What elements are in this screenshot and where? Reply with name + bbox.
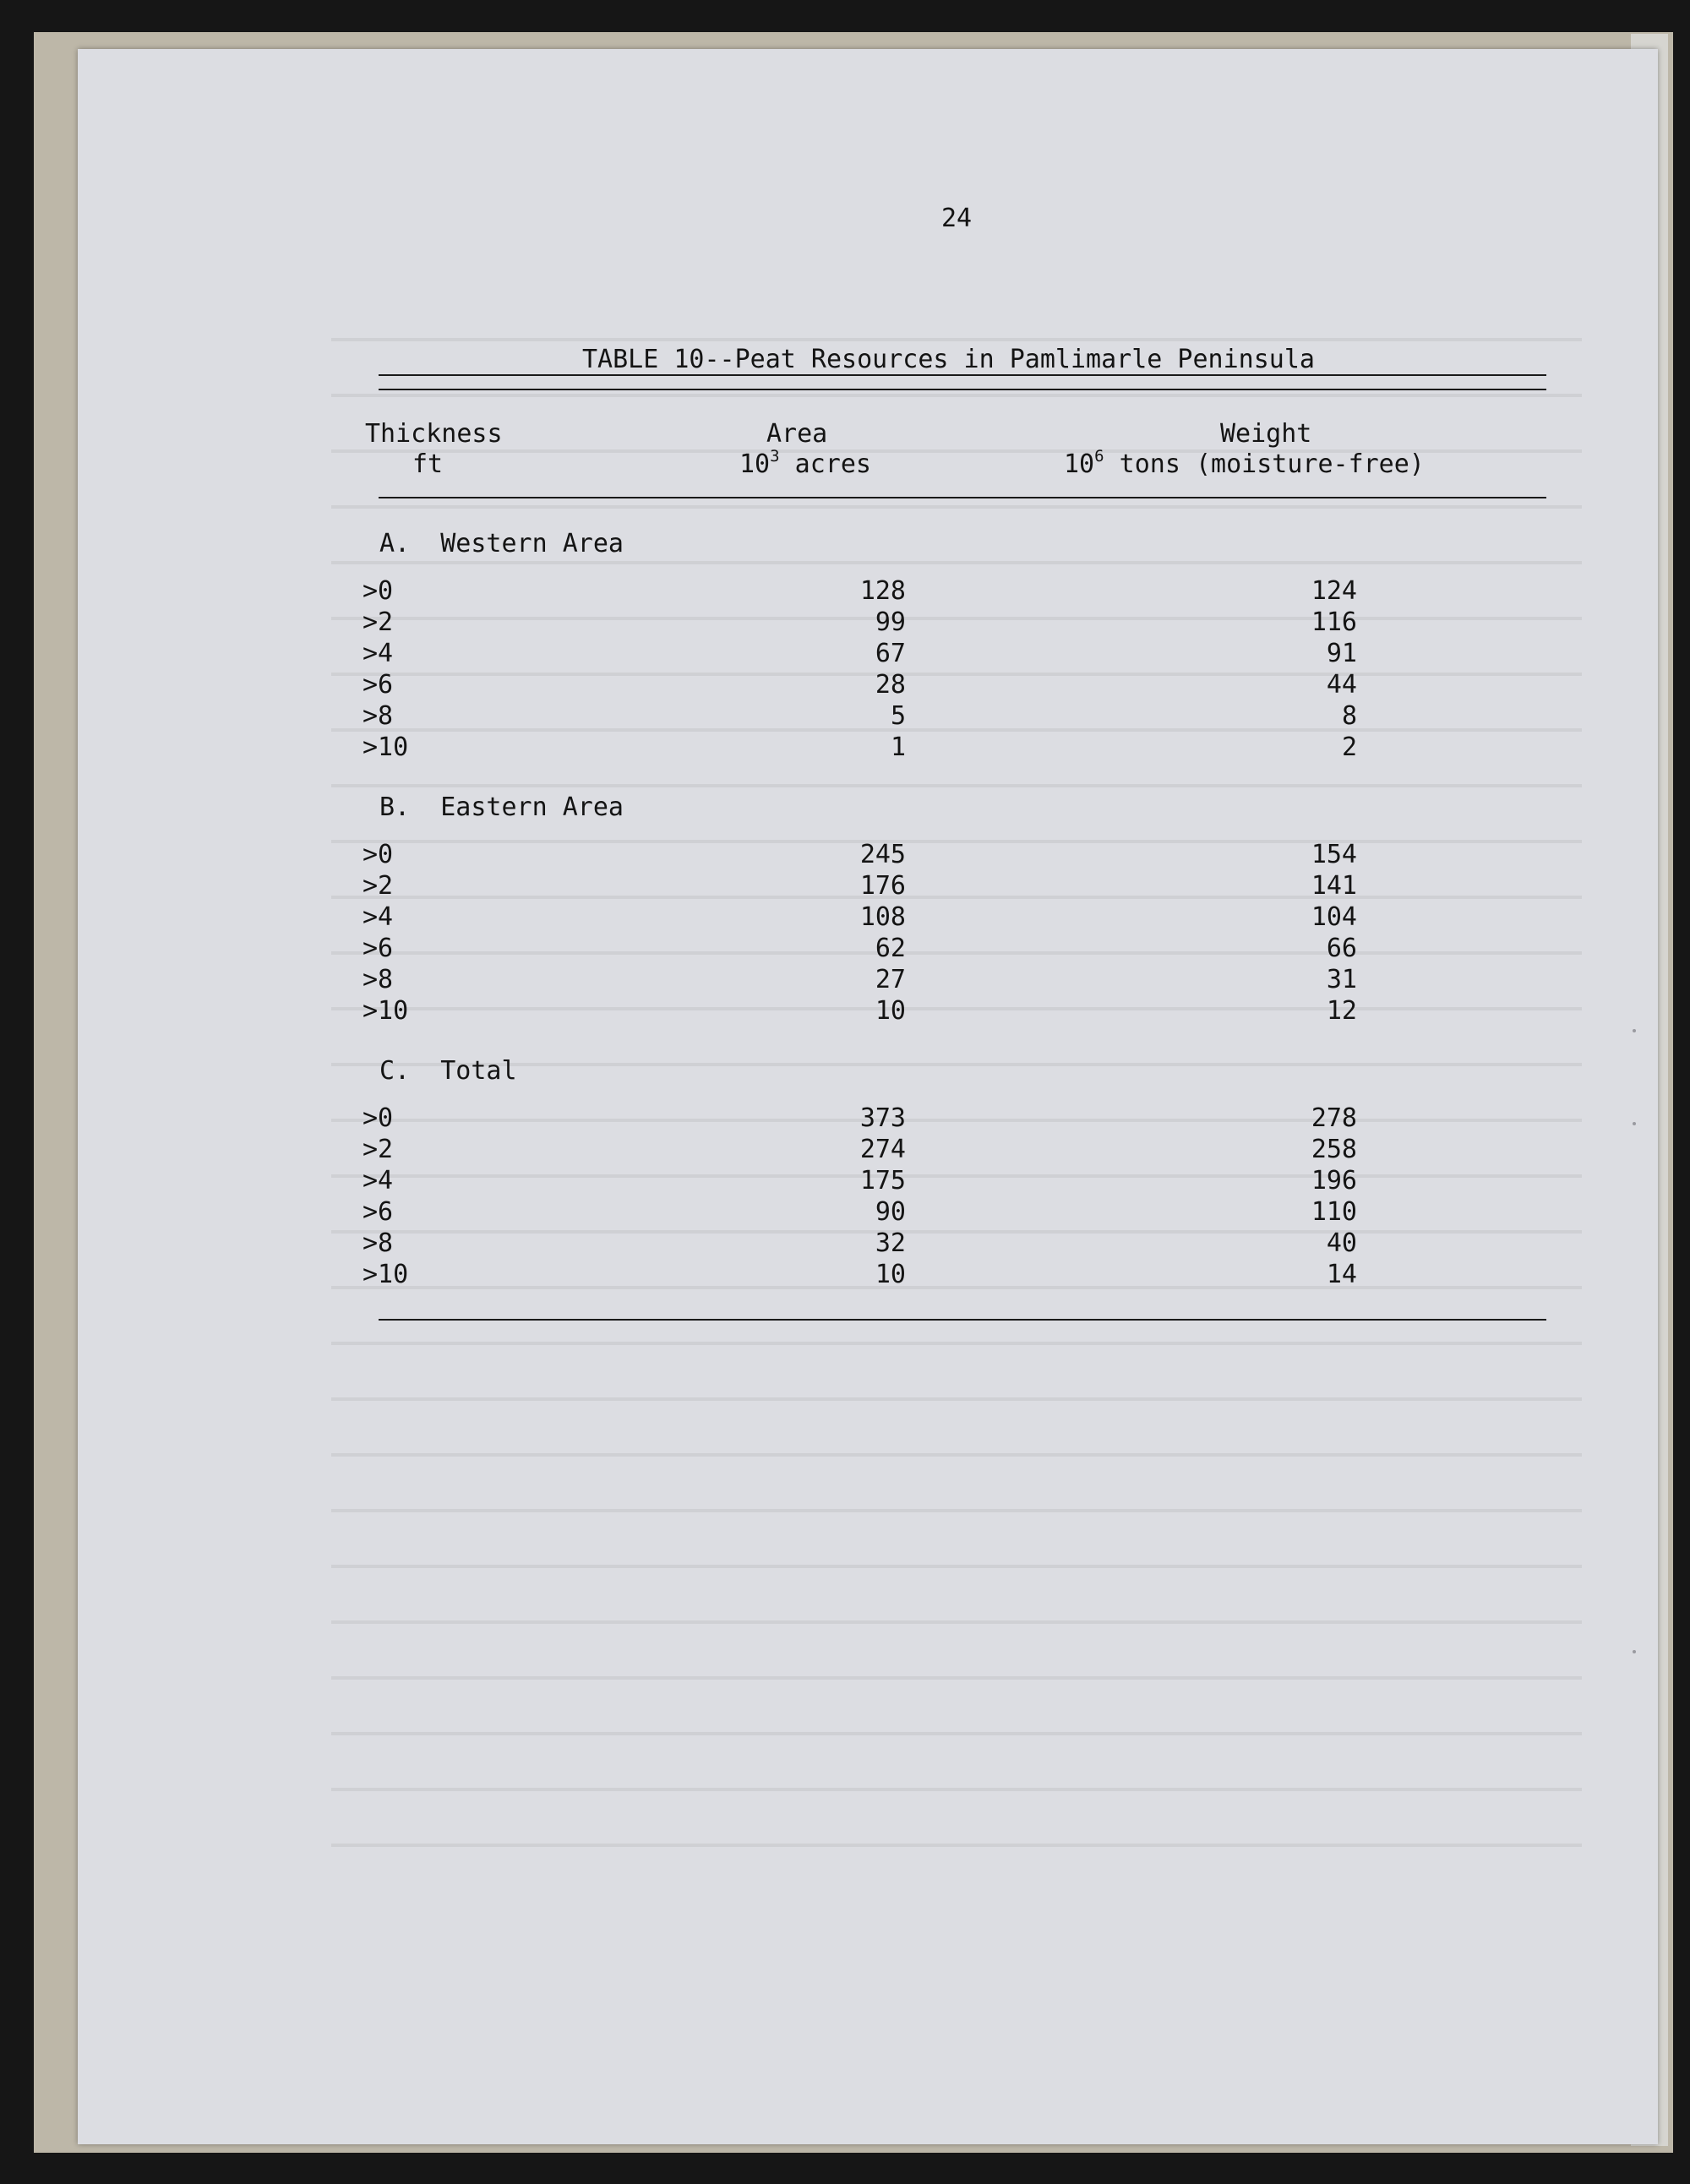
table-row [78, 607, 1658, 640]
section-b-label: B. Eastern Area [379, 792, 624, 822]
table-row [78, 1166, 1658, 1198]
header-thickness-unit: ft [412, 449, 444, 479]
thickness-cell: >2 [363, 1135, 394, 1164]
thickness-cell: >4 [363, 902, 394, 932]
table-row [78, 840, 1658, 872]
table-row [78, 1228, 1658, 1261]
weight-cell: 154 [1311, 840, 1357, 869]
section-c-label: C. Total [379, 1056, 517, 1086]
area-cell: 67 [875, 639, 906, 668]
weight-cell: 8 [1341, 701, 1357, 731]
weight-cell: 278 [1311, 1103, 1357, 1133]
weight-cell: 44 [1326, 670, 1357, 700]
table-row [78, 871, 1658, 903]
weight-cell: 66 [1326, 934, 1357, 963]
table-row [78, 996, 1658, 1028]
area-cell: 28 [875, 670, 906, 700]
section-a-label: A. Western Area [379, 529, 624, 558]
table-row [78, 1260, 1658, 1292]
thickness-cell: >8 [363, 965, 394, 994]
table-row [78, 965, 1658, 997]
header-weight-unit [1064, 449, 1425, 479]
area-cell: 90 [875, 1197, 906, 1227]
thickness-cell: >0 [363, 1103, 394, 1133]
weight-cell: 40 [1326, 1228, 1357, 1258]
area-cell: 175 [859, 1166, 906, 1195]
binder-hole-mark [1633, 1029, 1636, 1032]
weight-cell: 91 [1326, 639, 1357, 668]
weight-cell: 12 [1326, 996, 1357, 1026]
thickness-cell: >4 [363, 1166, 394, 1195]
area-cell: 99 [875, 607, 906, 637]
weight-cell: 2 [1341, 733, 1357, 762]
table-row [78, 1135, 1658, 1167]
area-cell: 10 [875, 996, 906, 1026]
bottom-rule [379, 1319, 1546, 1321]
area-cell: 245 [859, 840, 906, 869]
weight-unit: tons (moisture-free) [1104, 449, 1425, 479]
area-unit: acres [779, 449, 871, 479]
area-cell: 176 [859, 871, 906, 901]
table-row [78, 733, 1658, 765]
weight-cell: 196 [1311, 1166, 1357, 1195]
area-base: 10 [739, 449, 771, 479]
weight-cell: 124 [1311, 576, 1357, 606]
thickness-cell: >0 [363, 576, 394, 606]
area-cell: 62 [875, 934, 906, 963]
table-row [78, 934, 1658, 966]
page-number: 24 [941, 204, 973, 233]
top-rule-1 [379, 374, 1546, 376]
area-cell: 32 [875, 1228, 906, 1258]
table-row [78, 902, 1658, 934]
weight-cell: 31 [1326, 965, 1357, 994]
area-cell: 27 [875, 965, 906, 994]
weight-cell: 258 [1311, 1135, 1357, 1164]
area-cell: 274 [859, 1135, 906, 1164]
area-cell: 5 [890, 701, 906, 731]
thickness-cell: >10 [363, 996, 409, 1026]
weight-cell: 14 [1326, 1260, 1357, 1289]
weight-cell: 141 [1311, 871, 1357, 901]
bleed-through-text [331, 286, 1582, 1891]
table-row [78, 670, 1658, 702]
table-row [78, 701, 1658, 733]
header-area-unit [739, 449, 871, 479]
thickness-cell: >6 [363, 934, 394, 963]
thickness-cell: >0 [363, 840, 394, 869]
top-rule-2 [379, 389, 1546, 390]
area-cell: 128 [859, 576, 906, 606]
thickness-cell: >6 [363, 670, 394, 700]
header-weight: Weight [1220, 419, 1312, 449]
weight-exponent: 6 [1094, 447, 1104, 466]
header-rule [379, 497, 1546, 498]
thickness-cell: >10 [363, 1260, 409, 1289]
header-thickness: Thickness [365, 419, 503, 449]
binder-hole-mark [1633, 1122, 1636, 1125]
weight-base: 10 [1064, 449, 1095, 479]
weight-cell: 110 [1311, 1197, 1357, 1227]
header-area: Area [766, 419, 828, 449]
table-row [78, 639, 1658, 671]
thickness-cell: >10 [363, 733, 409, 762]
document-page [78, 49, 1658, 2144]
area-cell: 1 [890, 733, 906, 762]
table-title: TABLE 10--Peat Resources in Pamlimarle Peninsula [582, 345, 1315, 374]
table-row [78, 576, 1658, 608]
area-cell: 10 [875, 1260, 906, 1289]
binder-hole-mark [1633, 1650, 1636, 1653]
thickness-cell: >2 [363, 871, 394, 901]
table-row [78, 1103, 1658, 1136]
thickness-cell: >8 [363, 701, 394, 731]
weight-cell: 116 [1311, 607, 1357, 637]
thickness-cell: >8 [363, 1228, 394, 1258]
area-cell: 373 [859, 1103, 906, 1133]
table-row [78, 1197, 1658, 1229]
thickness-cell: >2 [363, 607, 394, 637]
area-exponent: 3 [770, 447, 780, 466]
weight-cell: 104 [1311, 902, 1357, 932]
area-cell: 108 [859, 902, 906, 932]
thickness-cell: >4 [363, 639, 394, 668]
thickness-cell: >6 [363, 1197, 394, 1227]
